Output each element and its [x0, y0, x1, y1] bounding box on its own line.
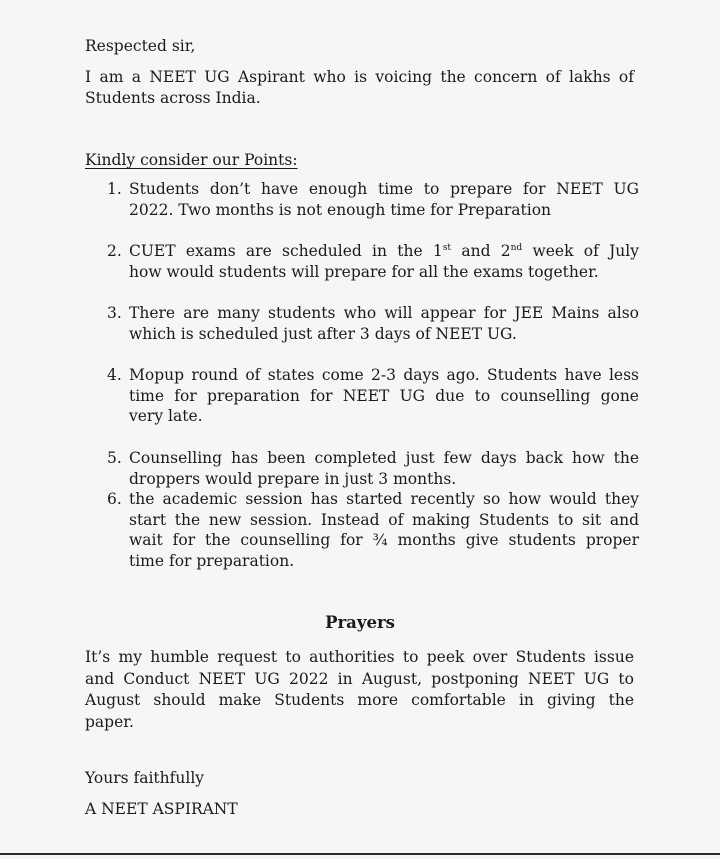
point-line: 2022. Two months is not enough time for Preparation — [129, 200, 552, 219]
point-line: time for preparation for NEET UG due to counselling gone — [129, 386, 639, 405]
point-line: CUET exams are scheduled in the 1st and 2nd week of July — [129, 242, 640, 260]
prayer-line: and Conduct NEET UG 2022 in August, postponing NEET UG to — [85, 669, 634, 688]
prayer-line: August should make Students more comfortable in giving the — [85, 691, 634, 709]
intro-paragraph — [85, 67, 634, 108]
point-line: droppers would prepare in just 3 months. — [129, 469, 457, 488]
point-line: how would students will prepare for all the exams together. — [129, 262, 599, 281]
point-number: 1. — [107, 180, 122, 198]
prayers-heading: Prayers — [325, 613, 395, 632]
point-text — [129, 448, 639, 489]
point-text — [129, 179, 639, 220]
point-line: the academic session has started recently so how would they — [129, 490, 639, 508]
point-line: Mopup round of states come 2-3 days ago. Students have less — [129, 366, 639, 384]
point-line: start the new session. Instead of making Students to sit and — [129, 510, 639, 529]
point-number: 4. — [107, 366, 122, 384]
point-number: 6. — [107, 490, 122, 508]
point-text — [129, 365, 639, 427]
point-line: Counselling has been completed just few days back how the — [129, 449, 639, 467]
prayer-line: paper. — [85, 712, 134, 731]
point-line: which is scheduled just after 3 days of NEET UG. — [129, 324, 517, 343]
bottom-divider — [0, 853, 720, 855]
point-line: There are many students who will appear for JEE Mains also — [129, 304, 639, 322]
point-line: very late. — [129, 407, 203, 425]
signature: A NEET ASPIRANT — [85, 800, 238, 818]
point-text — [129, 489, 639, 571]
point-text — [129, 303, 639, 344]
point-number: 2. — [107, 242, 122, 260]
prayer-paragraph — [85, 647, 634, 733]
intro-line: Students across India. — [85, 88, 261, 107]
point-line: wait for the counselling for ¾ months give students proper — [129, 531, 639, 549]
intro-line: I am a NEET UG Aspirant who is voicing the concern of lakhs of — [85, 68, 634, 86]
point-line: Students don’t have enough time to prepare for NEET UG — [129, 180, 639, 198]
closing: Yours faithfully — [85, 769, 205, 787]
point-line: time for preparation. — [129, 551, 295, 570]
prayer-line: It’s my humble request to authorities to peek over Students issue — [85, 648, 634, 666]
point-number: 5. — [107, 449, 122, 467]
points-heading: Kindly consider our Points: — [85, 151, 298, 169]
point-text — [129, 241, 639, 282]
point-number: 3. — [107, 304, 122, 322]
salutation: Respected sir, — [85, 37, 196, 55]
